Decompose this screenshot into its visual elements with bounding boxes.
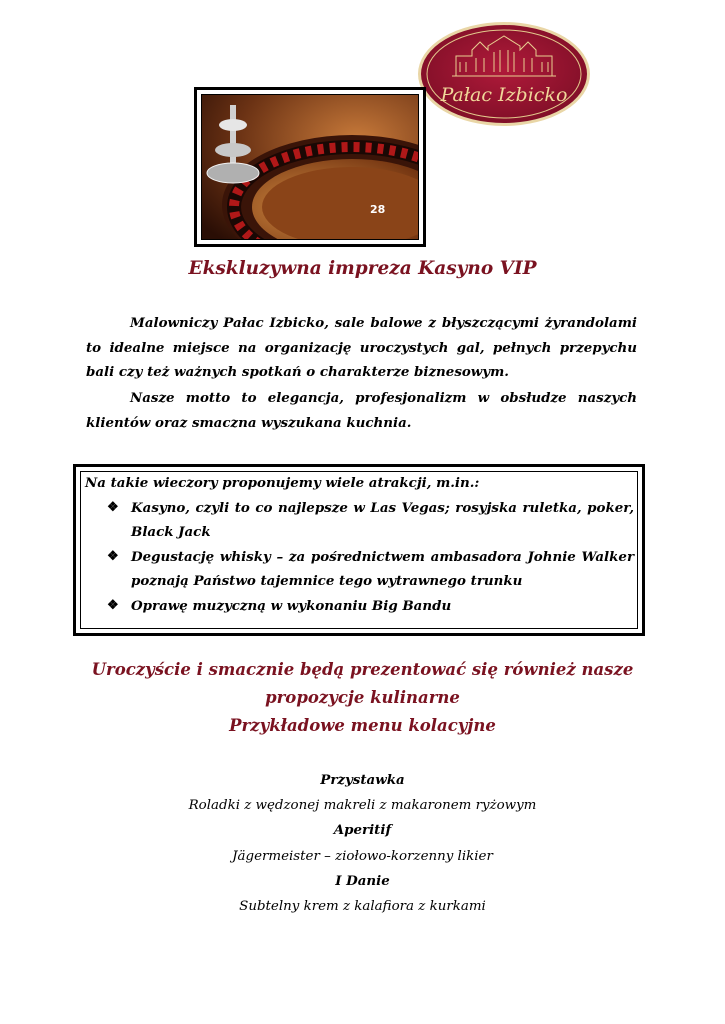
svg-text:28: 28 [370, 203, 386, 216]
list-item: ❖ Kasyno, czyli to co najlepsze w Las Vegas; rosyjska ruletka, poker, Black Jack [85, 496, 634, 545]
list-item: ❖ Degustację whisky – za pośrednictwem ambasadora Johnie Walker poznają Państwo tajemnice tego wytrawnego trunku [85, 545, 634, 594]
diamond-bullet-icon: ❖ [107, 548, 119, 564]
menu-dish: Roladki z wędzonej makreli z makaronem ryżowym [188, 798, 537, 814]
attractions-heading: Na takie wieczory proponujemy wiele atrakcji, m.in.: [85, 475, 480, 491]
photo-frame [194, 87, 426, 247]
diamond-bullet-icon: ❖ [107, 597, 119, 613]
culinary-line-2: propozycje kulinarne [265, 688, 460, 707]
intro-paragraph-1: Malowniczy Pałac Izbicko, sale balowe z błyszczącymi żyrandolami to idealne miejsce na organizację uroczystych gal, pełnych przepychu bali czy też ważnych spotkań o charakterze biznesowym. [86, 315, 637, 380]
roulette-photo [201, 94, 419, 240]
list-item: ❖ Oprawę muzyczną w wykonaniu Big Bandu [85, 594, 634, 619]
menu-course-name: Przystawka [320, 772, 405, 788]
culinary-heading [0, 656, 725, 740]
menu-dish: Jägermeister – ziołowo-korzenny likier [232, 848, 493, 864]
attractions-list [85, 496, 634, 619]
dinner-menu [0, 768, 725, 919]
palace-logo [416, 20, 592, 128]
menu-title: Przykładowe menu kolacyjne [229, 716, 496, 735]
menu-dish: Subtelny krem z kalafiora z kurkami [239, 899, 486, 915]
intro-paragraph-2: Nasze motto to elegancja, profesjonalizm w obsłudze naszych klientów oraz smaczna wyszukana kuchnia. [86, 390, 637, 431]
page-title: Ekskluzywna impreza Kasyno VIP [188, 258, 537, 279]
culinary-line-1: Uroczyście i smacznie będą prezentować się również nasze [91, 660, 634, 679]
menu-course-name: Aperitif [333, 822, 392, 839]
diamond-bullet-icon: ❖ [107, 499, 119, 515]
menu-course-name: I Danie [335, 872, 390, 889]
logo-text: Pałac Izbicko [440, 84, 568, 106]
attractions-content [85, 471, 634, 618]
